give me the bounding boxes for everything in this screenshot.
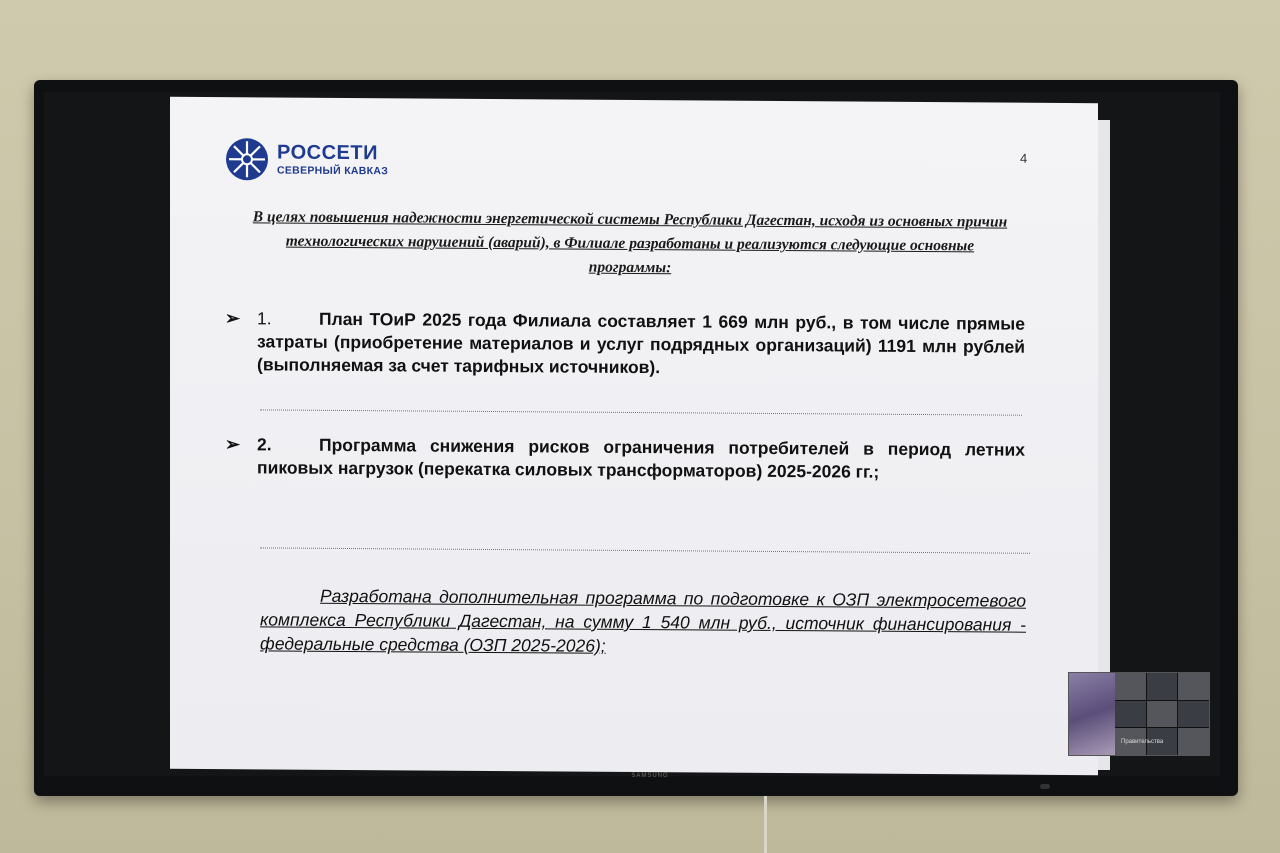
page-number: 4 <box>1020 150 1028 166</box>
extra-text: Разработана дополнительная программа по подготовке к ОЗП электросетевого комплекса Республики Дагестан, на сумму 1 540 млн руб., источник финансирования - федеральные средства (ОЗП 2025-2026); <box>260 585 1026 656</box>
item-number: 2. <box>257 434 272 455</box>
divider <box>260 409 1022 415</box>
arrow-bullet-icon: ➢ <box>225 434 241 455</box>
item-number: 1. <box>257 308 272 329</box>
slide-intro: В целях повышения надежности энергетической системы Республики Дагестан, исходя из основных причин технологических нарушений (аварий), в Филиале разработаны и реализуются следующие основные программы: <box>252 208 1008 277</box>
logo-title: РОССЕТИ <box>277 141 378 165</box>
logo-subtitle: СЕВЕРНЫЙ КАВКАЗ <box>277 164 389 178</box>
list-item <box>225 307 1025 382</box>
rosseti-logo-icon <box>225 137 269 181</box>
presentation-slide <box>170 97 1098 775</box>
list-item <box>225 433 1025 485</box>
tv-led <box>1040 784 1050 789</box>
thumbnail-main <box>1069 673 1115 755</box>
divider <box>260 547 1030 553</box>
tv-brand: SAMSUNG <box>631 773 669 779</box>
additional-program-note <box>260 583 1026 660</box>
thumbnail-label: Правительства <box>1121 739 1164 745</box>
item-text: Программа снижения рисков ограничения потребителей в период летних пиковых нагрузок (перекатка силовых трансформаторов) 2025-2026 гг.; <box>257 434 1025 482</box>
video-thumbnail <box>1068 672 1210 756</box>
power-cable <box>764 796 767 853</box>
item-text: План ТОиР 2025 года Филиала составляет 1 669 млн руб., в том числе прямые затраты (приобретение материалов и услуг подрядных организаций) 1191 млн рублей (выполняемая за счет тарифных источников). <box>257 308 1025 378</box>
arrow-bullet-icon: ➢ <box>225 308 241 329</box>
company-logo <box>225 137 388 182</box>
